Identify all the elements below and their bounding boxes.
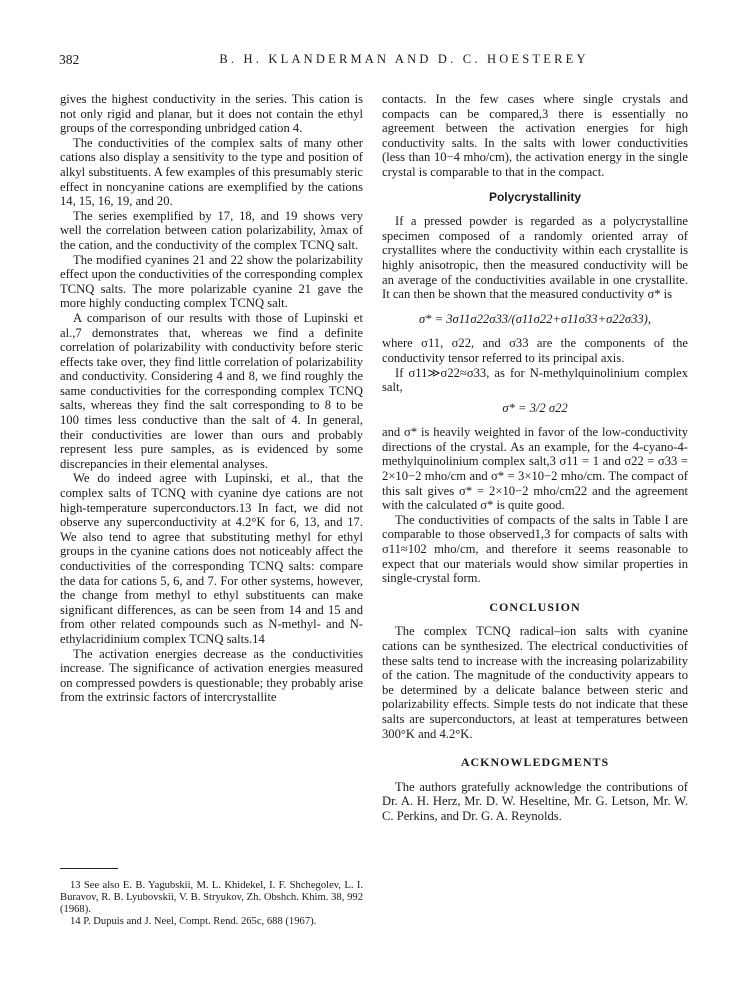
page-number: 382 (59, 52, 80, 67)
right-paragraph-3: where σ11, σ22, and σ33 are the components of the conductivity tensor referred to its principal axis. (382, 336, 688, 365)
left-paragraph-3: The series exemplified by 17, 18, and 19 shows very well the correlation between cation polarizability, λmax of the cation, and the conductivity of the complex TCNQ salt. (60, 208, 363, 252)
left-paragraph-2: The conductivities of the complex salts of many other cations also display a sensitivity to the type and position of alkyl substituents. A few examples of this presumably steric effect in noncyanine cations are exemplified by the cations 14, 15, 16, 19, and 20. (60, 135, 363, 209)
section-heading-acknowledgments: ACKNOWLEDGMENTS (460, 755, 610, 770)
left-paragraph-5: A comparison of our results with those of Lupinski et al.,7 demonstrates that, whereas we find a definite correlation of polarizability with conductivity before steric effects take over, they find little correlation of polarizability and conductivity. Considering 4 and 8, we find roughly the same conductivities for the corresponding complex TCNQ salts, whereas they find the salt corresponding to 8 to be 100 times less conductive than the salt of 4. In general, their conductivities are lower than ours and probably represent less pure samples, as is evidenced by some discrepancies in their elemental analyses. (60, 310, 363, 471)
right-paragraph-2: If a pressed powder is regarded as a polycrystalline specimen composed of a randomly oriented array of crystallites where the conductivity within each crystallite is highly anisotropic, then the measured conductivity will be an average of the conductivities available in one crystallite. It can then be shown that the measured conductivity σ* is (382, 214, 688, 302)
right-paragraph-8: The authors gratefully acknowledge the contributions of Dr. A. H. Herz, Mr. D. W. Heseltine, Mr. G. Letson, Mr. W. C. Perkins, and Dr. G. A. Reynolds. (382, 779, 688, 823)
right-paragraph-7: The complex TCNQ radical–ion salts with cyanine cations can be synthesized. The electrical conductivities of these salts tend to increase with the increasing polarizability of the cation. The magnitude of the conductivity appears to be determined by a delicate balance between steric and polarizability effects. Simple tests do not indicate that these salts are superconductors, at least at temperatures between 300°K and 4.2°K. (382, 624, 688, 741)
left-column (60, 92, 363, 705)
left-paragraph-6: We do indeed agree with Lupinski, et al., that the complex salts of TCNQ with cyanine dye cations are not high-temperature superconductors.13 In fact, we did not observe any superconductivity at 4.2°K for 6, 13, and 17. We also tend to agree that substituting methyl for ethyl groups in the cyanine cations does not noticeably affect the conductivities of the corresponding TCNQ salts: compare the data for cations 5, 6, and 7. For other systems, however, the change from methyl to ethyl substituents can make significant differences, as can be seen from 14 and 15 and from other related compounds such as N-methyl- and N-ethylacridinium complex TCNQ salts.14 (60, 471, 363, 646)
equation-1: σ* = 3σ11σ22σ33/(σ11σ22+σ11σ33+σ22σ33), (418, 311, 652, 326)
right-paragraph-1: contacts. In the few cases where single crystals and compacts can be compared,3 there is essentially no agreement between the activation energies for high conductivity salts. In the salts with lower conductivities (less than 10−4 mho/cm), the activation energy in the single crystal is comparable to that in the compact. (382, 92, 688, 179)
left-paragraph-4: The modified cyanines 21 and 22 show the polarizability effect upon the conductivities of the corresponding complex TCNQ salts. The more polarizable cyanine 21 gave the more highly conducting complex TCNQ salt. (60, 252, 363, 311)
left-paragraph-7: The activation energies decrease as the conductivities increase. The significance of activation energies measured on compressed powders is questionable; they probably arise from the extrinsic factors of intercrystallite (60, 646, 363, 705)
right-paragraph-5: and σ* is heavily weighted in favor of the low-conductivity directions of the crystal. As an example, for the 4-cyano-4-methylquinolinium complex salt,3 σ11 = 1 and σ22 = σ33 = 2×10−2 mho/cm and σ* = 3×10−2 mho/cm. The compact of this salt gives σ* = 2×10−2 mho/cm22 and the agreement with the calculated σ* is quite good. (382, 425, 688, 513)
equation-2: σ* = 3/2 σ22 (502, 400, 568, 415)
section-heading-polycrystallinity: Polycrystallinity (488, 189, 582, 204)
page-header (0, 52, 748, 72)
footnote-rule (60, 868, 118, 869)
footnote-14: 14 P. Dupuis and J. Neel, Compt. Rend. 265c, 688 (1967). (70, 916, 317, 927)
right-paragraph-6: The conductivities of compacts of the salts in Table I are comparable to those observed1,3 for compacts of salts with σ11≈102 mho/cm, and therefore it seems reasonable to expect that our materials would show similar properties in single-crystal form. (382, 512, 688, 586)
footnote-13: 13 See also E. B. Yagubskii, M. L. Khidekel, I. F. Shchegolev, L. I. Buravov, R. B. Lyubovskii, V. B. Stryukov, Zh. Obshch. Khim. 38, 992 (1968). (60, 880, 363, 915)
right-column (382, 92, 688, 824)
running-head: B. H. KLANDERMAN AND D. C. HOESTEREY (219, 52, 589, 66)
left-paragraph-1: gives the highest conductivity in the series. This cation is not only rigid and planar, but it does not contain the ethyl groups of the corresponding unbridged cation 4. (60, 92, 363, 136)
section-heading-conclusion: CONCLUSION (489, 599, 581, 614)
footnotes (60, 880, 363, 928)
right-paragraph-4: If σ11≫σ22≈σ33, as for N-methylquinolinium complex salt, (382, 365, 688, 395)
